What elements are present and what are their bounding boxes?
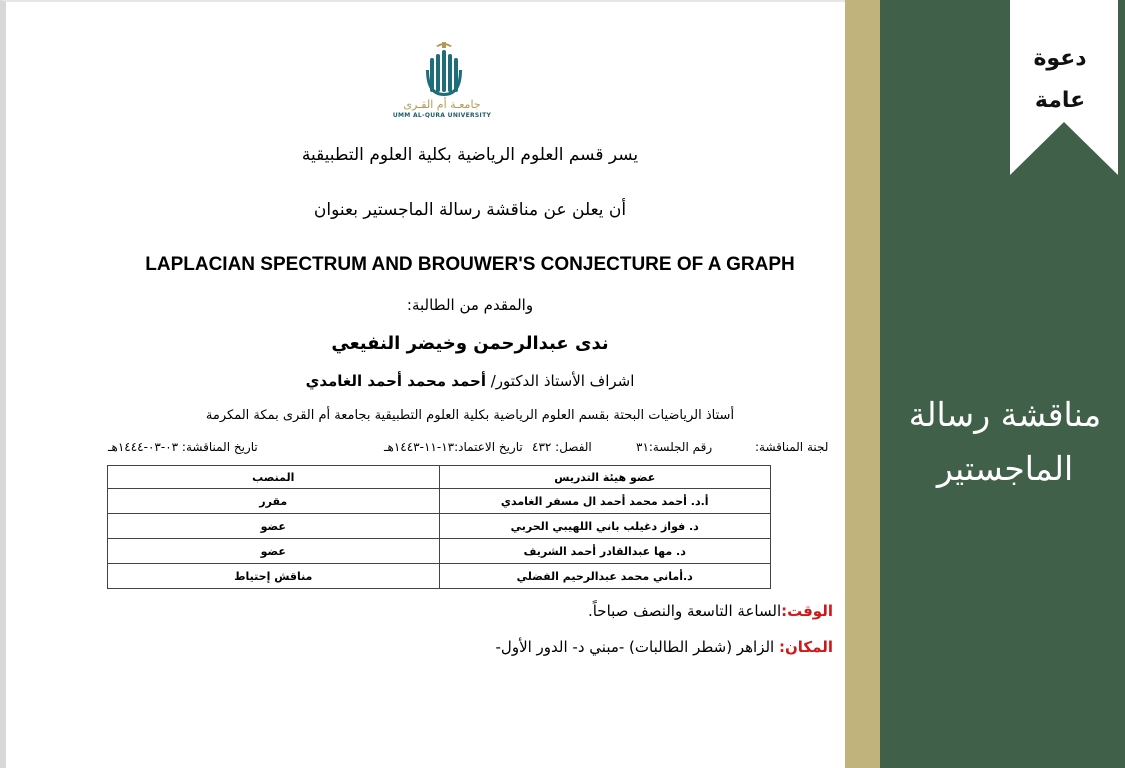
side-title <box>900 388 1110 496</box>
discussion-date: تاريخ المناقشة: ٠٣-٠٣-١٤٤٤هـ <box>108 440 258 454</box>
table-row <box>108 539 771 564</box>
supervisor-line <box>220 372 720 390</box>
thesis-title: LAPLACIAN SPECTRUM AND BROUWER'S CONJECTURE OF A GRAPH <box>145 254 795 275</box>
member-position: عضو <box>108 539 440 564</box>
semester: الفصل: ٤٣٢ <box>532 440 592 454</box>
member-position: مناقش إحتياط <box>108 564 440 589</box>
member-name: أ.د. أحمد محمد أحمد ال مسفر الغامدي <box>439 489 771 514</box>
logo-english-text: UMM AL-QURA UNIVERSITY <box>392 112 492 119</box>
public-invitation-ribbon <box>1010 0 1118 175</box>
side-title-line-2: الماجستير <box>936 449 1074 488</box>
committee-table <box>107 465 771 589</box>
member-position: مقرر <box>108 489 440 514</box>
table-row <box>108 489 771 514</box>
committee-label: لجنة المناقشة: <box>755 440 829 454</box>
side-title-line-1: مناقشة رسالة <box>908 395 1102 434</box>
time-value: الساعة التاسعة والنصف صباحاً. <box>587 602 782 620</box>
supervisor-name: أحمد محمد أحمد الغامدي <box>305 372 486 390</box>
university-logo <box>392 40 497 122</box>
student-name: ندى عبدالرحمن وخيضر النفيعي <box>331 333 609 354</box>
intro-line-2: أن يعلن عن مناقشة رسالة الماجستير بعنوان <box>313 200 627 220</box>
member-name: د. مها عبدالقادر أحمد الشريف <box>439 539 771 564</box>
approval-date: تاريخ الاعتماد:١٣-١١-١٤٤٣هـ <box>384 440 523 454</box>
session-number: رقم الجلسة:٣١ <box>636 440 713 454</box>
place-label: المكان: <box>779 638 833 656</box>
presented-by-label: والمقدم من الطالبة: <box>406 296 534 314</box>
place-value: الزاهر (شطر الطالبات) -مبني د- الدور الأول- <box>495 638 779 656</box>
member-position: عضو <box>108 514 440 539</box>
ribbon-line-1: دعوة <box>1033 46 1087 71</box>
place-line <box>496 638 833 656</box>
member-name: د. فواز دغيلب باني اللهيبي الحربي <box>439 514 771 539</box>
supervisor-title: أستاذ الرياضيات البحتة بقسم العلوم الرياضية بكلية العلوم التطبيقية بجامعة أم القرى بمكة المكرمة <box>205 408 735 423</box>
table-header-row <box>108 466 771 489</box>
university-emblem-icon <box>392 40 492 98</box>
header-member: عضو هيئة التدريس <box>439 466 771 489</box>
header-position: المنصب <box>108 466 440 489</box>
table-row <box>108 564 771 589</box>
ribbon-line-2: عامة <box>1034 88 1086 113</box>
logo-arabic-text: جامعـة أم القـرى <box>403 98 481 111</box>
table-row <box>108 514 771 539</box>
time-label: الوقت: <box>781 602 833 620</box>
time-line <box>588 602 833 620</box>
gold-stripe <box>845 0 880 768</box>
intro-line-1: يسر قسم العلوم الرياضية بكلية العلوم التطبيقية <box>301 145 639 165</box>
ribbon-text <box>1010 38 1110 122</box>
member-name: د.أماني محمد عبدالرحيم الفضلي <box>439 564 771 589</box>
supervisor-prefix: اشراف الأستاذ الدكتور/ <box>485 372 635 390</box>
